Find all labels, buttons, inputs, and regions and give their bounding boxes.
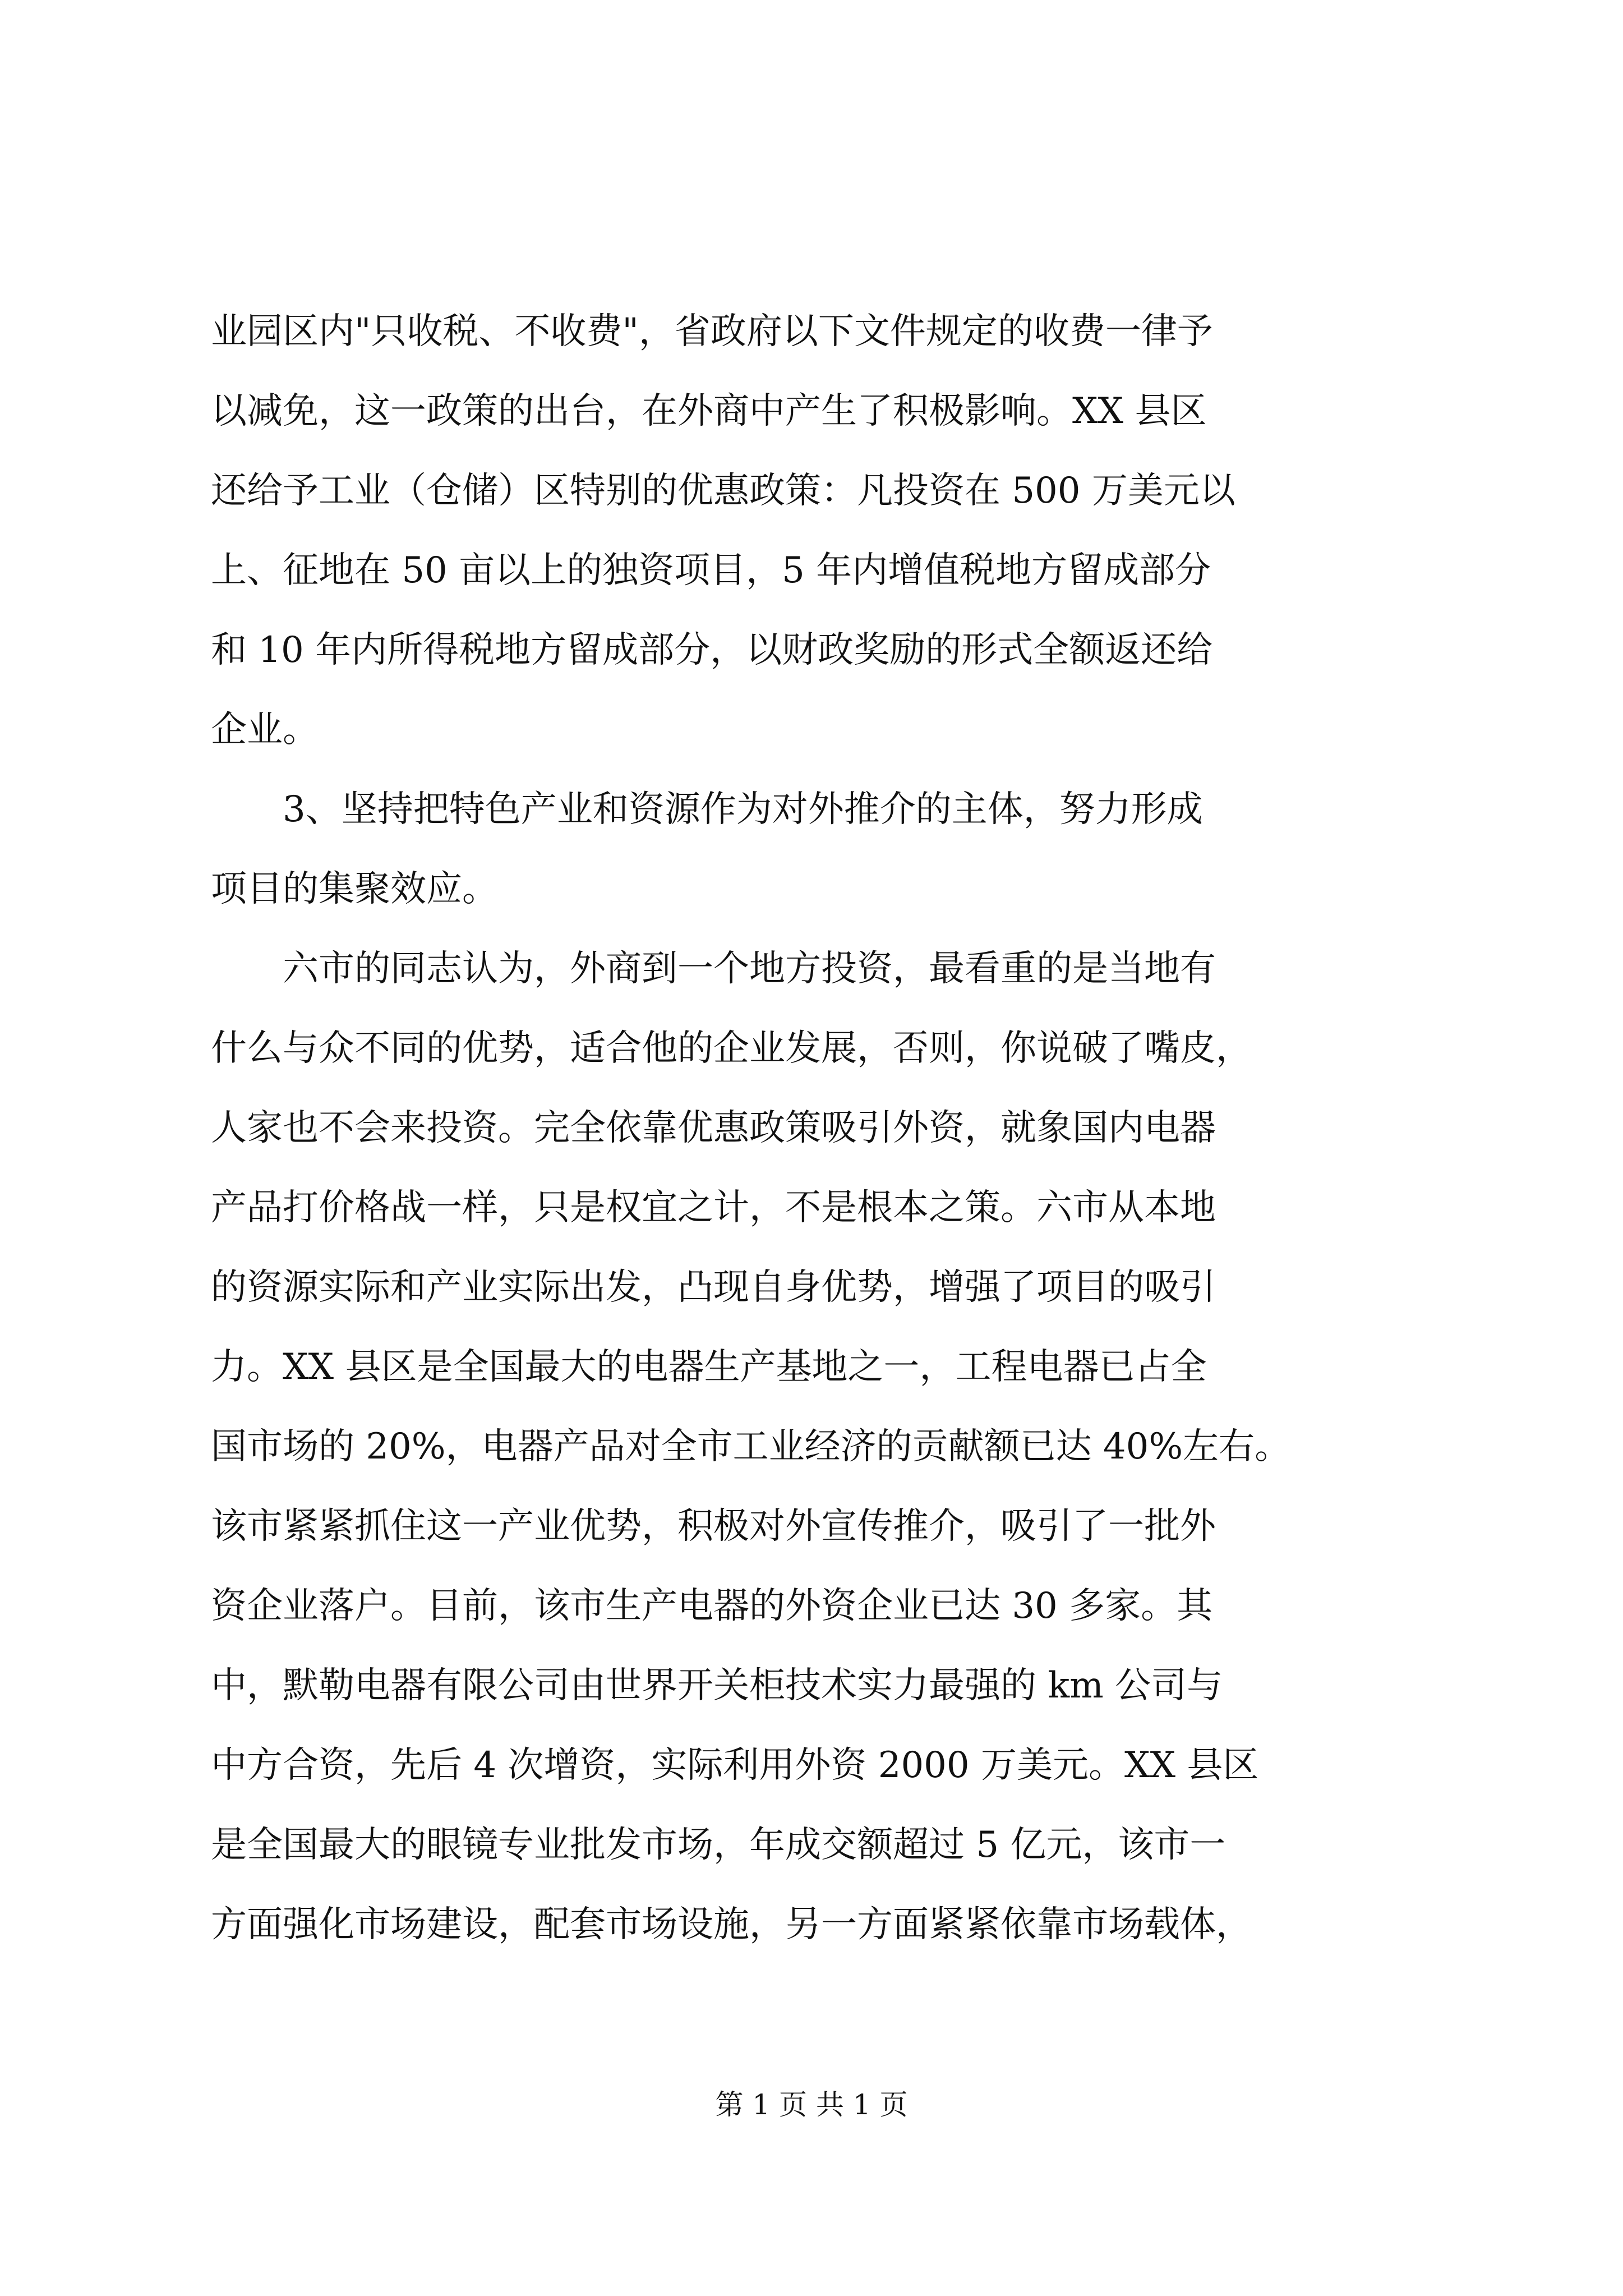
text-line: 以减免，这一政策的出台，在外商中产生了积极影响。XX 县区 xyxy=(211,390,1207,432)
text-line: 的资源实际和产业实际出发，凸现自身优势，增强了项目的吸引 xyxy=(211,1267,1216,1308)
text-line: 上、征地在 50 亩以上的独资项目，5 年内增值税地方留成部分 xyxy=(211,550,1211,591)
text-line: 什么与众不同的优势，适合他的企业发展，否则，你说破了嘴皮， xyxy=(211,1028,1252,1069)
page-number-label: 第 1 页 共 1 页 xyxy=(715,2088,908,2121)
text-line: 中方合资，先后 4 次增资，实际利用外资 2000 万美元。XX 县区 xyxy=(211,1745,1259,1786)
text-line: 还给予工业（仓储）区特别的优惠政策：凡投资在 500 万美元以 xyxy=(211,470,1235,512)
text-line: 中，默勒电器有限公司由世界开关柜技术实力最强的 km 公司与 xyxy=(211,1665,1223,1706)
text-line: 该市紧紧抓住这一产业优势，积极对外宣传推介，吸引了一批外 xyxy=(211,1506,1216,1547)
text-line: 产品打价格战一样，只是权宜之计，不是根本之策。六市从本地 xyxy=(211,1187,1216,1228)
page-footer xyxy=(0,2082,1623,2123)
document-body xyxy=(211,292,1433,1964)
text-line: 力。XX 县区是全国最大的电器生产基地之一，工程电器已占全 xyxy=(211,1346,1207,1388)
text-line: 是全国最大的眼镜专业批发市场，年成交额超过 5 亿元，该市一 xyxy=(211,1824,1226,1866)
text-line: 国市场的 20%，电器产品对全市工业经济的贡献额已达 40%左右。 xyxy=(211,1426,1291,1467)
text-line: 方面强化市场建设，配套市场设施，另一方面紧紧依靠市场载体， xyxy=(211,1904,1252,1945)
text-line: 和 10 年内所得税地方留成部分，以财政奖励的形式全额返还给 xyxy=(211,629,1213,671)
text-line: 项目的集聚效应。 xyxy=(211,868,498,910)
text-line: 业园区内"只收税、不收费"，省政府以下文件规定的收费一律予 xyxy=(211,311,1213,352)
paragraph-start-line: 六市的同志认为，外商到一个地方投资，最看重的是当地有 xyxy=(283,948,1216,990)
text-line: 资企业落户。目前，该市生产电器的外资企业已达 30 多家。其 xyxy=(211,1585,1213,1627)
heading-line: 3、坚持把特色产业和资源作为对外推介的主体，努力形成 xyxy=(283,789,1203,830)
text-line: 企业。 xyxy=(211,709,319,751)
text-line: 人家也不会来投资。完全依靠优惠政策吸引外资，就象国内电器 xyxy=(211,1107,1216,1149)
